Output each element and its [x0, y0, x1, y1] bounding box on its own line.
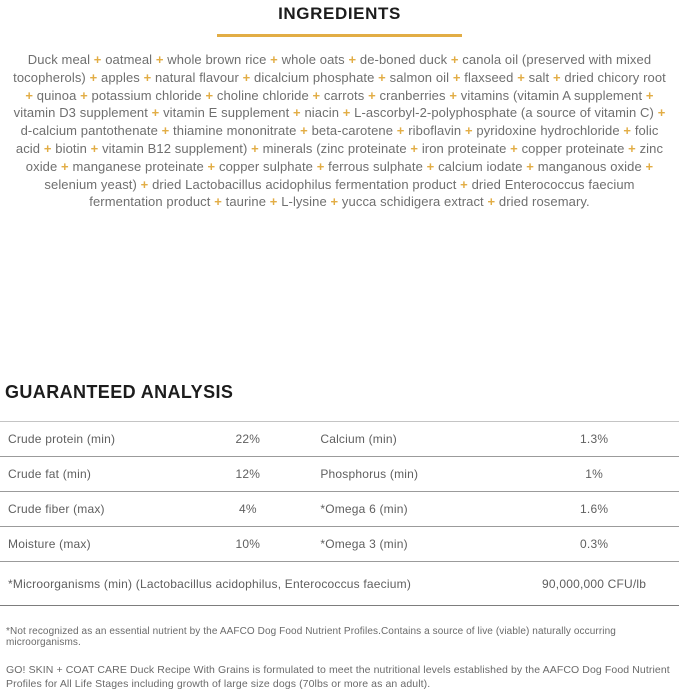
row-value-left: 4% [238, 502, 257, 517]
ingredient-token: selenium yeast) [44, 176, 137, 192]
plus-separator: + [312, 158, 329, 174]
plus-separator: + [40, 140, 56, 156]
plus-separator: + [90, 52, 106, 67]
plus-separator: + [445, 87, 461, 103]
ingredient-token: apples [100, 69, 140, 85]
ingredient-token: quinoa [36, 87, 77, 103]
plus-separator: + [136, 176, 153, 192]
plus-separator: + [642, 87, 654, 103]
plus-separator: + [641, 158, 654, 174]
plus-separator: + [326, 194, 342, 210]
plus-separator: + [374, 69, 390, 85]
row-label-right: *Omega 6 (min) [320, 502, 408, 517]
row-value-right: 90,000,000 CFU/lb [542, 576, 647, 591]
plus-separator: + [549, 69, 565, 85]
ingredient-token: pyridoxine hydrochloride [476, 123, 620, 139]
plus-separator: + [422, 158, 439, 174]
plus-separator: + [461, 123, 477, 139]
row-value-left: 12% [235, 467, 261, 482]
ingredient-token: carrots [323, 87, 365, 103]
row-value-right: 0.3% [580, 537, 609, 552]
ingredient-token: dried Lactobacillus acidophilus fermentation product [152, 176, 457, 192]
ingredient-token: iron proteinate [421, 140, 507, 156]
ingredient-token: whole oats [281, 52, 345, 67]
row-label-right: Calcium (min) [320, 432, 397, 447]
ingredient-token: vitamin E supplement [163, 105, 290, 121]
ingredient-token: canola oil (preserved with mixed tocopherols) [13, 52, 652, 85]
ingredient-token: whole brown rice [167, 52, 267, 67]
plus-separator: + [522, 158, 538, 174]
footnote-formulation: GO! SKIN + COAT CARE Duck Recipe With Grains is formulated to meet the nutritional levels established by the AAFCO Dog Food Nutrient Profiles for All Life Stages including growth of large size dogs (70lbs or more as an adult). [6, 664, 670, 690]
guaranteed-analysis-title: GUARANTEED ANALYSIS [5, 382, 234, 403]
plus-separator: + [210, 194, 226, 210]
ingredients-title: INGREDIENTS [278, 4, 401, 23]
plus-separator: + [447, 52, 463, 67]
plus-separator: + [203, 158, 219, 174]
guaranteed-analysis-table [0, 421, 679, 606]
plus-separator: + [85, 69, 101, 85]
row-label-left: Crude fat (min) [8, 467, 92, 482]
plus-separator: + [406, 140, 422, 156]
ingredient-token: riboflavin [408, 123, 462, 139]
row-label-left: Crude protein (min) [8, 432, 116, 447]
ingredient-token: calcium iodate [438, 158, 523, 174]
plus-separator: + [308, 87, 324, 103]
ingredient-token: dried Enterococcus faecium fermentation product [89, 176, 635, 210]
plus-separator: + [653, 105, 666, 121]
plus-separator: + [393, 123, 409, 139]
ingredient-token: zinc oxide [25, 140, 664, 174]
row-label-right: *Omega 3 (min) [320, 537, 408, 552]
plus-separator: + [201, 87, 217, 103]
plus-separator: + [25, 87, 37, 103]
plus-separator: + [157, 123, 174, 139]
ingredients-paragraph [0, 51, 679, 211]
ingredient-token: flaxseed [464, 69, 514, 85]
plus-separator: + [139, 69, 156, 85]
plus-separator: + [513, 69, 529, 85]
table-row [0, 492, 679, 527]
plus-separator: + [238, 69, 255, 85]
ingredient-token: yucca schidigera extract [341, 194, 484, 210]
row-label-left: Crude fiber (max) [8, 502, 105, 517]
ingredient-token: copper sulphate [218, 158, 313, 174]
ingredient-token: taurine [225, 194, 267, 210]
table-row [0, 422, 679, 457]
ingredient-token: manganese proteinate [72, 158, 204, 174]
ingredient-token: dicalcium phosphate [254, 69, 375, 85]
plus-separator: + [619, 123, 635, 139]
ingredient-token: salt [528, 69, 550, 85]
ingredient-token: Duck meal [27, 52, 91, 67]
plus-separator: + [624, 140, 640, 156]
ingredient-token: minerals (zinc proteinate [262, 140, 407, 156]
ingredient-token: niacin [304, 105, 340, 121]
ingredient-token: folic acid [15, 123, 659, 156]
ingredient-token: cranberries [379, 87, 446, 103]
row-value-left: 10% [235, 537, 261, 552]
plus-separator: + [344, 52, 360, 67]
plus-separator: + [339, 105, 355, 121]
plus-separator: + [266, 194, 282, 210]
plus-separator: + [289, 105, 305, 121]
ingredient-token: biotin [55, 140, 87, 156]
ingredient-token: copper proteinate [521, 140, 625, 156]
plus-separator: + [266, 52, 282, 67]
ingredient-token: dried chicory root [564, 69, 666, 85]
table-row [0, 457, 679, 492]
plus-separator: + [147, 105, 164, 121]
ingredient-token: dried rosemary. [498, 194, 590, 210]
plus-separator: + [247, 140, 263, 156]
ingredient-token: manganous oxide [537, 158, 642, 174]
ingredient-token: salmon oil [389, 69, 450, 85]
footnote-aafco: *Not recognized as an essential nutrient by the AAFCO Dog Food Nutrient Profiles.Contains a source of live (viable) naturally occurring microorganisms. [6, 626, 616, 649]
ingredient-token: vitamins (vitamin A supplement [460, 87, 643, 103]
row-value-right: 1.3% [580, 432, 609, 447]
ingredient-token: choline chloride [216, 87, 309, 103]
plus-separator: + [57, 158, 73, 174]
ingredient-token: thiamine mononitrate [173, 123, 297, 139]
ingredient-token: vitamin D3 supplement [13, 105, 148, 121]
plus-separator: + [86, 140, 103, 156]
ingredient-token: L-ascorbyl-2-polyphosphate (a source of vitamin C) [354, 105, 654, 121]
row-label-right: Phosphorus (min) [320, 467, 419, 482]
ingredient-token: ferrous sulphate [328, 158, 423, 174]
table-row [0, 527, 679, 562]
plus-separator: + [76, 87, 92, 103]
ingredient-token: de-boned duck [359, 52, 448, 67]
ingredient-token: oatmeal [105, 52, 153, 67]
plus-separator: + [449, 69, 465, 85]
table-row-microorganisms [0, 562, 679, 606]
ingredient-token: vitamin B12 supplement) [102, 140, 248, 156]
row-value-right: 1.6% [580, 502, 609, 517]
ingredient-token: natural flavour [155, 69, 239, 85]
plus-separator: + [364, 87, 380, 103]
gold-divider-rule [217, 34, 462, 37]
ingredient-token: potassium chloride [91, 87, 202, 103]
row-value-right: 1% [585, 467, 603, 482]
ingredient-token: d-calcium pantothenate [20, 123, 158, 139]
ingredient-token: L-lysine [281, 194, 327, 210]
row-label-left: Moisture (max) [8, 537, 91, 552]
plus-separator: + [483, 194, 499, 210]
plus-separator: + [506, 140, 522, 156]
plus-separator: + [456, 176, 472, 192]
row-label-left: *Microorganisms (min) (Lactobacillus acidophilus, Enterococcus faecium) [8, 576, 412, 591]
ingredient-token: beta-carotene [311, 123, 394, 139]
plus-separator: + [152, 52, 168, 67]
plus-separator: + [296, 123, 312, 139]
row-value-left: 22% [235, 432, 261, 447]
